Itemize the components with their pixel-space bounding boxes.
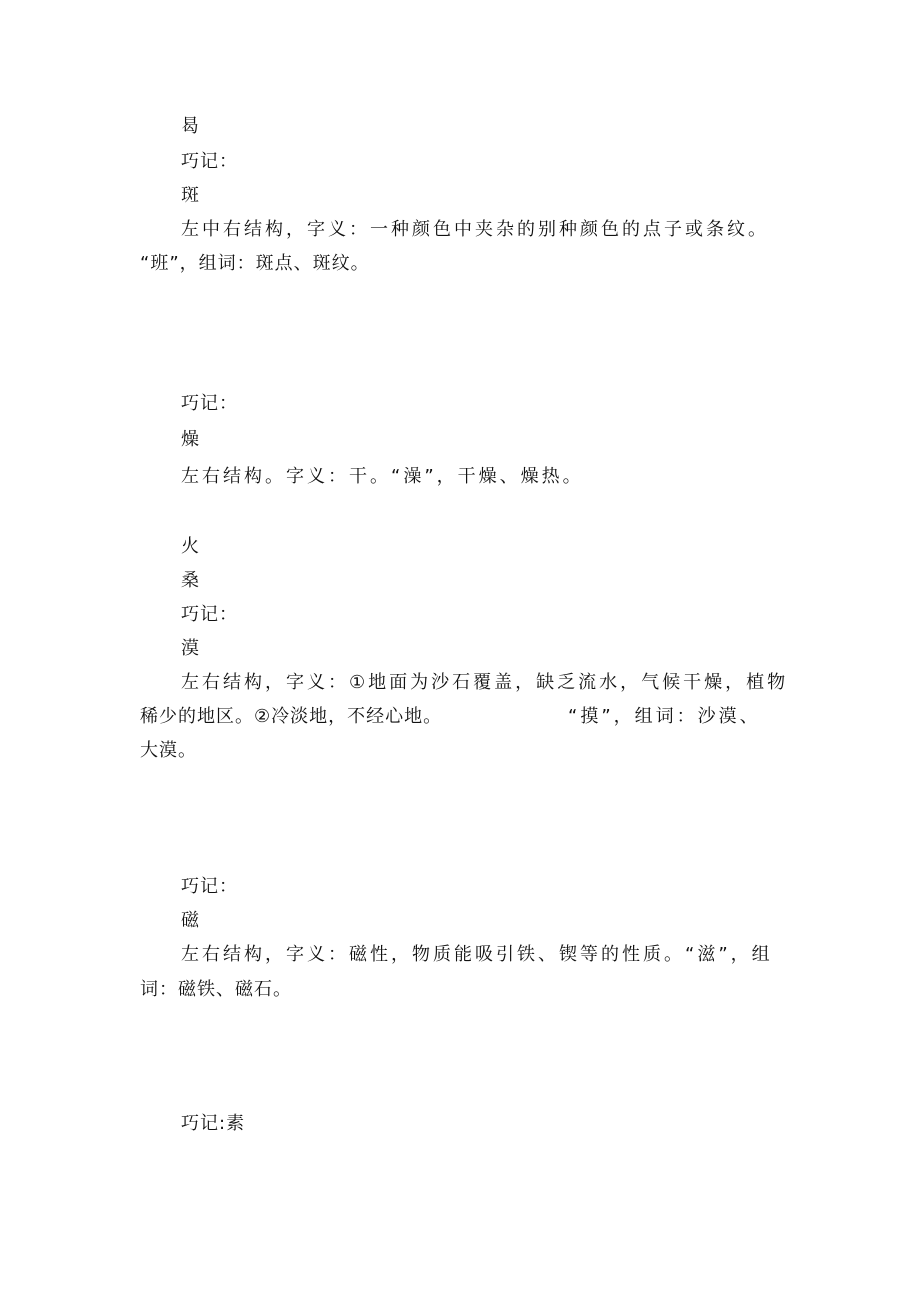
definition-line: 稀少的地区。②冷淡地，不经心地。 bbox=[140, 706, 443, 727]
definition-line: “摸”，组词：沙漠、 bbox=[568, 706, 761, 727]
character-heading: 斑 bbox=[181, 185, 200, 206]
definition-line: “班”，组词：斑点、斑纹。 bbox=[140, 253, 370, 274]
radical-line: 火 bbox=[181, 536, 200, 557]
definition-line: 左右结构。字义：干。“澡”，干燥、燥热。 bbox=[181, 466, 584, 487]
character-heading: 漠 bbox=[181, 638, 200, 659]
tip-label: 巧记： bbox=[181, 151, 238, 172]
tip-label: 巧记： bbox=[181, 604, 238, 625]
tip-label: 巧记:素 bbox=[181, 1113, 246, 1134]
tip-label: 巧记： bbox=[181, 393, 238, 414]
definition-line: 左右结构，字义：①地面为沙石覆盖，缺乏流水，气候干燥，植物 bbox=[181, 672, 789, 693]
character-line: 曷 bbox=[181, 116, 200, 137]
definition-line: 大漠。 bbox=[140, 740, 197, 761]
definition-line: 词：磁铁、磁石。 bbox=[140, 979, 292, 1000]
tip-label: 巧记： bbox=[181, 876, 238, 897]
character-heading: 磁 bbox=[181, 910, 200, 931]
definition-line: 左中右结构，字义：一种颜色中夹杂的别种颜色的点子或条纹。 bbox=[181, 219, 769, 240]
definition-line: 左右结构，字义：磁性，物质能吸引铁、锲等的性质。“滋”，组 bbox=[181, 944, 773, 965]
character-heading: 燥 bbox=[181, 429, 200, 450]
character-line: 桑 bbox=[181, 570, 200, 591]
